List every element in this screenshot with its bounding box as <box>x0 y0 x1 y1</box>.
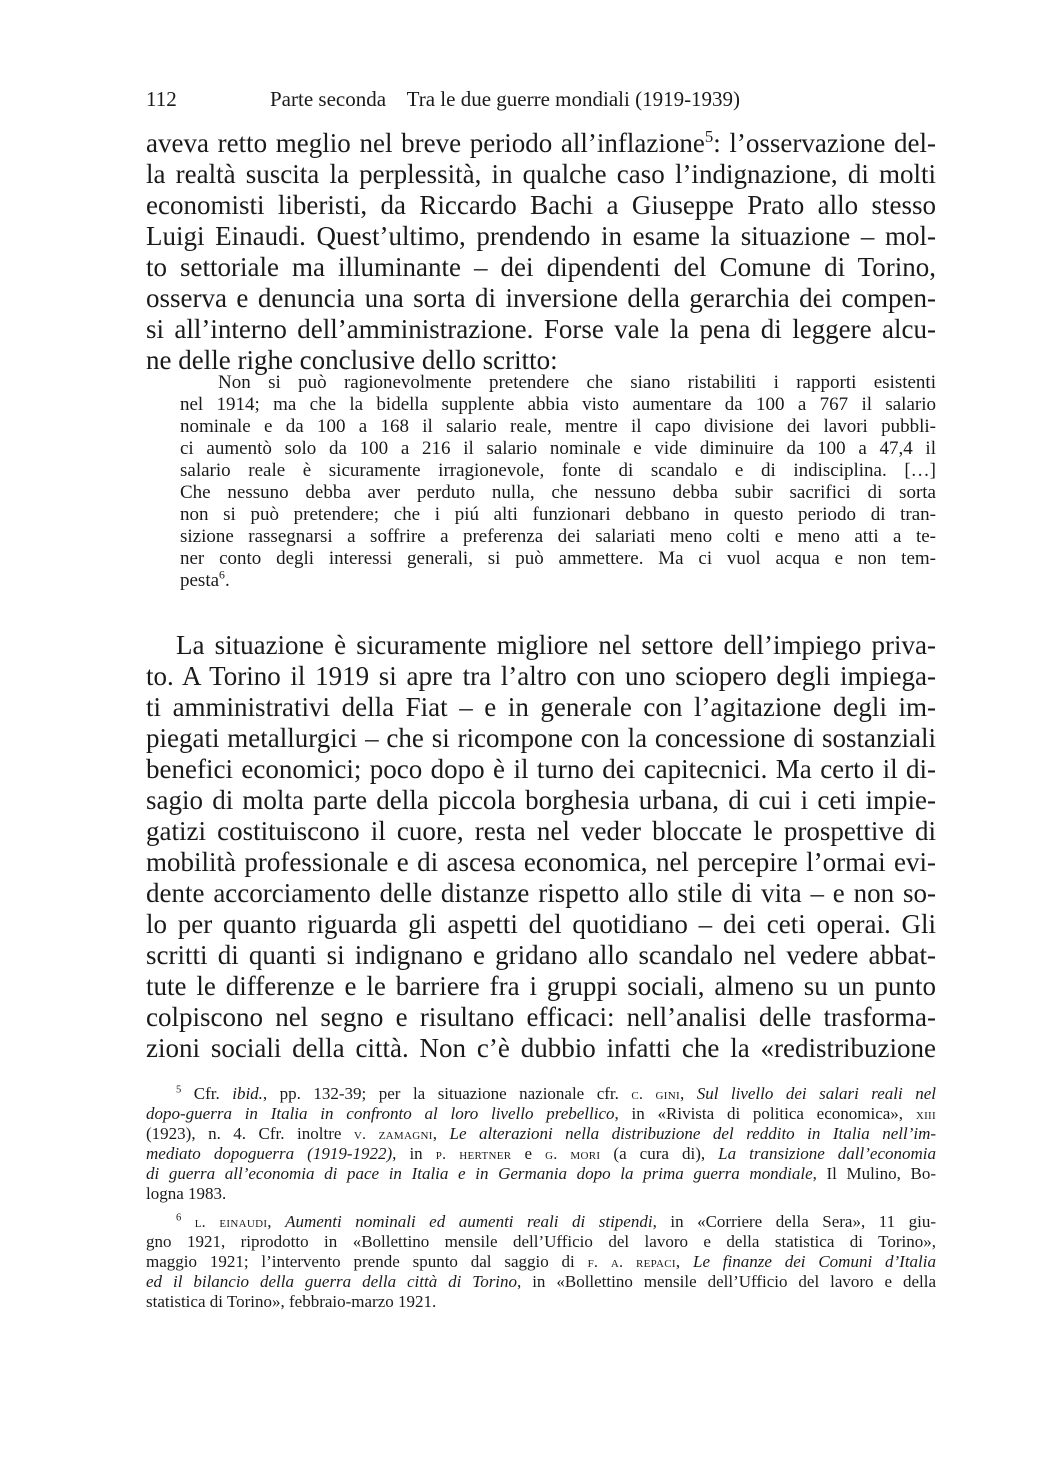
footnote-line: logna 1983. <box>146 1184 227 1203</box>
footnote-line: dopo-guerra in Italia in confronto al loro livello prebellico, in «Rivista di politica economica», xiii <box>146 1104 936 1123</box>
quote-line: salario reale è sicuramente irragionevole, fonte di scandalo e di indisciplina. […] <box>180 460 936 481</box>
text-line: gatizi costituiscono il cuore, resta nel veder bloccate le prospettive di <box>146 816 936 846</box>
quote-line: ner conto degli interessi generali, si può ammettere. Ma ci vuol acqua e non tem- <box>180 548 936 569</box>
text-line: tute le differenze e le barriere fra i gruppi sociali, almeno su un punto <box>146 971 936 1001</box>
footnote-ref-6[interactable]: 6 <box>219 568 225 582</box>
text-line: la realtà suscita la perplessità, in qualche caso l’indignazione, di molti <box>146 159 936 189</box>
quote-line: Non si può ragionevolmente pretendere che siano ristabiliti i rapporti esistenti <box>218 372 936 393</box>
paragraph-2 <box>146 630 936 1064</box>
footnote-line: $^5$ Cfr. ibid., pp. 132-39; per la situazione nazionale cfr. c. gini, Sul livello dei salari reali nel <box>176 1084 936 1103</box>
text-line: osserva e denuncia una sorta di inversione della gerarchia dei compen- <box>146 283 936 313</box>
running-head-title: Parte seconda Tra le due guerre mondiali (1919-1939) <box>270 87 741 111</box>
footnotes <box>146 1084 936 1312</box>
text-line: sagio di molta parte della piccola borghesia urbana, di cui i ceti impie- <box>146 785 936 815</box>
footnote-mark: 6 <box>176 1212 182 1224</box>
text-line: piegati metallurgici – che si ricompone con la concessione di sostanziali <box>146 723 936 753</box>
footnote-mark: 5 <box>176 1084 182 1096</box>
text-line: aveva retto meglio nel breve periodo all’inflazione$^5$: l’osservazione del- <box>146 127 936 158</box>
block-quote <box>180 372 936 592</box>
text-line: ne delle righe conclusive dello scritto: <box>146 345 558 375</box>
text-line: Luigi Einaudi. Quest’ultimo, prendendo in esame la situazione – mol- <box>146 221 936 251</box>
footnote-6 <box>146 1212 936 1312</box>
running-head <box>146 84 936 114</box>
quote-line: nel 1914; ma che la bidella supplente abbia visto aumentare da 100 a 767 il salario <box>180 394 936 415</box>
text-line: La situazione è sicuramente migliore nel settore dell’impiego priva- <box>176 630 936 660</box>
quote-line: sizione rassegnarsi a soffrire a preferenza dei salariati meno colti e meno atti a te- <box>180 526 936 547</box>
text-line: lo per quanto riguarda gli aspetti del quotidiano – dei ceti operai. Gli <box>146 909 936 939</box>
text-line: to settoriale ma illuminante – dei dipendenti del Comune di Torino, <box>146 252 936 282</box>
footnote-line: di guerra all’economia di pace in Italia e in Germania dopo la prima guerra mondiale, Il Mulino, Bo- <box>146 1164 936 1183</box>
footnote-line: maggio 1921; l’intervento prende spunto dal saggio di f. a. repaci, Le finanze dei Comuni d’Italia <box>146 1252 936 1271</box>
text-line: economisti liberisti, da Riccardo Bachi a Giuseppe Prato allo stesso <box>146 190 936 220</box>
footnote-ref-5[interactable]: 5 <box>704 127 714 146</box>
footnote-line: $^6$ l. einaudi, Aumenti nominali ed aumenti reali di stipendi, in «Corriere della Sera», 11 giu- <box>176 1212 937 1231</box>
text-line: scritti di quanti si indignano e gridano allo scandalo nel vedere abbat- <box>146 940 936 970</box>
text-line: to. A Torino il 1919 si apre tra l’altro con uno sciopero degli impiega- <box>146 661 936 691</box>
text-line: si all’interno dell’amministrazione. Forse vale la pena di leggere alcu- <box>146 314 936 344</box>
text-line: zioni sociali della città. Non c’è dubbio infatti che la «redistribuzione <box>146 1033 936 1063</box>
page-number: 112 <box>146 87 177 111</box>
text-line: mobilità professionale e di ascesa economica, nel percepire l’ormai evi- <box>146 847 936 877</box>
text-line: ti amministrativi della Fiat – e in generale con l’agitazione degli im- <box>146 692 936 722</box>
text-line: dente accorciamento delle distanze rispetto allo stile di vita – e non so- <box>146 878 936 908</box>
footnote-line: ed il bilancio della guerra della città di Torino, in «Bollettino mensile dell’Ufficio del lavoro e della <box>146 1272 936 1291</box>
quote-line: Che nessuno debba aver perduto nulla, che nessuno debba subir sacrifici di sorta <box>180 482 936 503</box>
footnote-line: mediato dopoguerra (1919-1922), in p. hertner e g. mori (a cura di), La transizione dall’economia <box>146 1144 936 1163</box>
quote-line: ci aumentò solo da 100 a 216 il salario nominale e vide diminuire da 100 a 47,4 il <box>180 438 936 459</box>
footnote-line: gno 1921, riprodotto in «Bollettino mensile dell’Ufficio del lavoro e della statistica di Torino», <box>146 1232 936 1251</box>
paragraph-1 <box>146 128 936 376</box>
quote-line: nominale e da 100 a 168 il salario reale, mentre il capo divisione dei lavori pubbli- <box>180 416 936 437</box>
quote-line: non si può pretendere; che i piú alti funzionari debbano in questo periodo di tran- <box>180 504 936 525</box>
quote-line: pesta$^6$. <box>180 568 230 591</box>
footnote-line: statistica di Torino», febbraio-marzo 1921. <box>146 1292 437 1311</box>
footnote-5 <box>146 1084 936 1204</box>
text-line: colpiscono nel segno e risultano efficaci: nell’analisi delle trasforma- <box>146 1002 936 1032</box>
footnote-line: (1923), n. 4. Cfr. inoltre v. zamagni, Le alterazioni nella distribuzione del reddito in Italia nell’im- <box>146 1124 937 1143</box>
text-line: benefici economici; poco dopo è il turno dei capitecnici. Ma certo il di- <box>146 754 936 784</box>
